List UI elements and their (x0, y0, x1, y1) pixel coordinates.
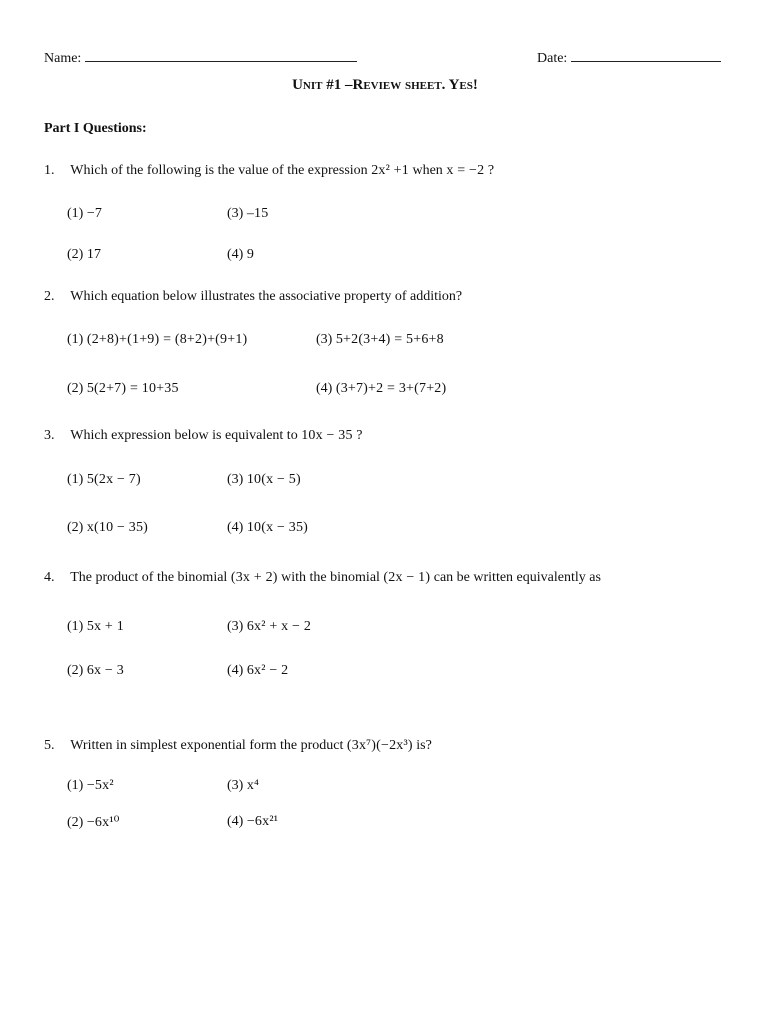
question-text: Which expression below is equivalent to (70, 428, 298, 443)
question-expression: (3x⁷)(−2x³) (346, 738, 413, 753)
question-text-mid: with the binomial (281, 570, 380, 585)
question-text: Written in simplest exponential form the product (70, 738, 344, 753)
name-blank[interactable] (85, 47, 357, 62)
option-value: (2+8)+(1+9) = (8+2)+(9+1) (86, 332, 248, 347)
question-number: 1. (44, 163, 55, 178)
option-label: (2) (67, 520, 84, 535)
date-blank[interactable] (571, 47, 721, 62)
question-text: Which equation below illustrates the associative property of addition? (70, 289, 463, 304)
option-q1-4[interactable] (227, 247, 254, 263)
question-3 (44, 428, 362, 444)
option-label: (2) (67, 663, 84, 678)
option-q3-1[interactable] (67, 472, 141, 488)
question-4 (44, 570, 601, 586)
question-text: The product of the binomial (70, 570, 228, 585)
option-value: x⁴ (246, 778, 260, 793)
part-heading: Part I Questions: (44, 121, 147, 136)
option-value: −7 (86, 206, 103, 221)
option-value: (3+7)+2 = 3+(7+2) (335, 381, 447, 396)
question-expression-2: x = −2 (446, 163, 485, 178)
option-q2-1[interactable] (67, 332, 247, 348)
page-title: Unit #1 –Review sheet. Yes! (292, 77, 478, 93)
option-label: (3) (227, 619, 244, 634)
date-label: Date: (537, 51, 568, 66)
question-end: ? (356, 428, 363, 443)
option-q1-2[interactable] (67, 247, 101, 263)
question-expression: 10x − 35 (301, 428, 353, 443)
option-label: (4) (227, 520, 244, 535)
option-label: (3) (227, 472, 244, 487)
question-text: Which of the following is the value of the expression (70, 163, 368, 178)
question-expression-2: (2x − 1) (383, 570, 431, 585)
option-label: (3) (316, 332, 333, 347)
option-label: (2) (67, 815, 84, 830)
question-number: 3. (44, 428, 55, 443)
option-label: (2) (67, 381, 84, 396)
question-number: 2. (44, 289, 55, 304)
option-label: (3) (227, 778, 244, 793)
question-end: ? (487, 163, 495, 178)
option-label: (4) (227, 814, 244, 829)
name-label: Name: (44, 51, 82, 66)
option-label: (1) (67, 619, 84, 634)
option-value: 5(2x − 7) (86, 472, 141, 487)
option-q1-1[interactable] (67, 206, 102, 222)
option-q5-4[interactable] (227, 814, 278, 830)
option-label: (4) (227, 663, 244, 678)
option-q2-3[interactable] (316, 332, 444, 348)
option-value: 6x² − 2 (246, 663, 289, 678)
option-value: 6x² + x − 2 (246, 619, 312, 634)
question-expression: (3x + 2) (230, 570, 278, 585)
question-1 (44, 163, 494, 179)
option-value: −6x¹⁰ (86, 815, 120, 830)
option-q2-2[interactable] (67, 381, 179, 397)
option-label: (3) (227, 206, 244, 221)
option-q4-1[interactable] (67, 619, 124, 635)
name-line (44, 47, 357, 67)
question-number: 5. (44, 738, 55, 753)
option-q3-3[interactable] (227, 472, 301, 488)
question-5 (44, 738, 432, 754)
option-label: (2) (67, 247, 84, 262)
option-value: 10(x − 5) (246, 472, 301, 487)
option-value: 5+2(3+4) = 5+6+8 (335, 332, 444, 347)
option-q3-4[interactable] (227, 520, 308, 536)
question-end: is? (416, 738, 432, 753)
date-line (537, 47, 721, 67)
question-end: can be written equivalently as (433, 570, 601, 585)
option-q2-4[interactable] (316, 381, 446, 397)
option-q4-3[interactable] (227, 619, 311, 635)
option-value: −6x²¹ (246, 814, 279, 829)
option-value: 6x − 3 (86, 663, 124, 678)
option-value: 5(2+7) = 10+35 (86, 381, 179, 396)
option-q5-1[interactable] (67, 778, 114, 794)
question-number: 4. (44, 570, 55, 585)
question-2 (44, 289, 462, 305)
option-label: (1) (67, 332, 84, 347)
option-value: 17 (86, 247, 102, 262)
option-value: 5x + 1 (86, 619, 124, 634)
option-label: (4) (227, 247, 244, 262)
option-q5-3[interactable] (227, 778, 259, 794)
option-value: x(10 − 35) (86, 520, 149, 535)
option-q1-3[interactable] (227, 206, 268, 222)
option-value: 9 (246, 247, 255, 262)
option-label: (1) (67, 472, 84, 487)
option-q4-4[interactable] (227, 663, 288, 679)
option-value: 10(x − 35) (246, 520, 309, 535)
option-label: (1) (67, 206, 84, 221)
option-label: (1) (67, 778, 84, 793)
option-value: −5x² (86, 778, 114, 793)
option-q5-2[interactable] (67, 814, 120, 831)
option-label: (4) (316, 381, 333, 396)
option-q4-2[interactable] (67, 663, 124, 679)
option-q3-2[interactable] (67, 520, 148, 536)
question-text-mid: when (412, 163, 443, 178)
question-expression: 2x² +1 (371, 163, 409, 178)
option-value: –15 (246, 206, 269, 221)
